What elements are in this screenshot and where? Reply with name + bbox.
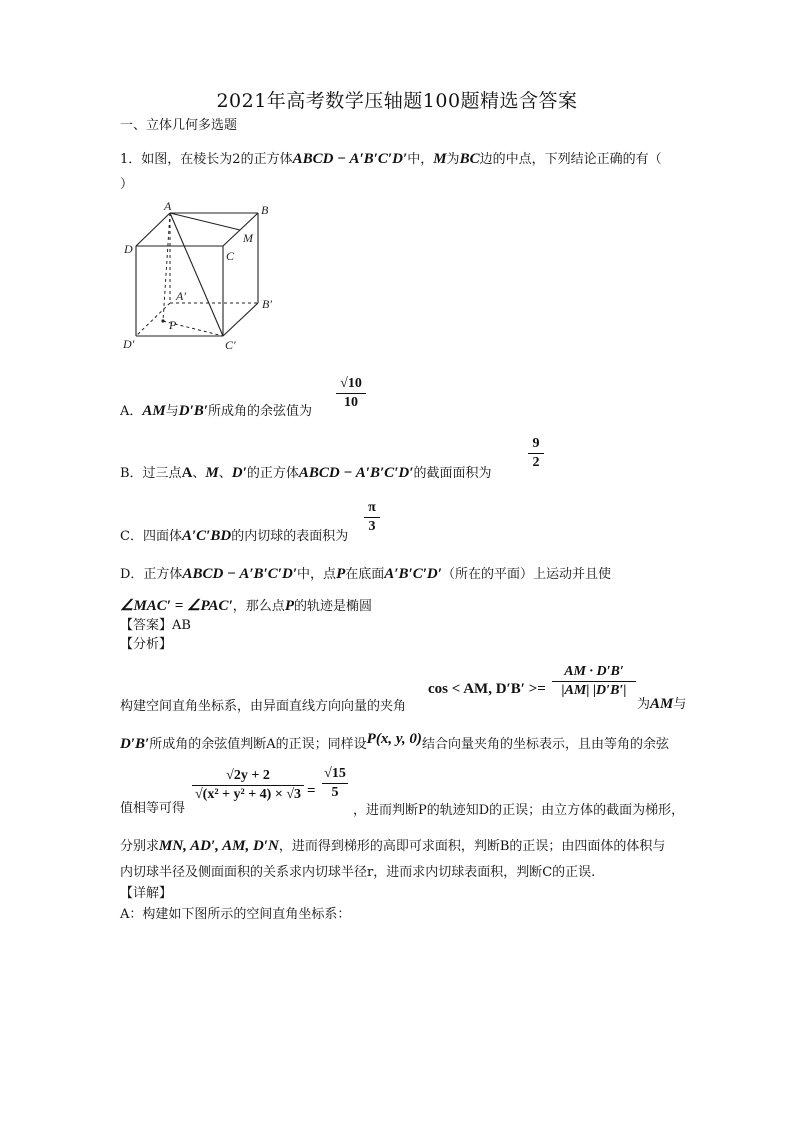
option-d-line2 [120, 597, 372, 616]
option-b-sep2: 、 [218, 466, 232, 481]
analysis-line-1: 构建空间直角坐标系，由异面直线方向向量的夹角 [120, 699, 407, 714]
option-b-p2: M [205, 465, 219, 481]
option-d-text4: ，那么点 [232, 599, 285, 614]
option-a-am: AM [142, 403, 166, 419]
option-b-p1: A [181, 465, 193, 481]
eq-equals: = [307, 783, 316, 799]
formula-num: AM · D′B′ [564, 664, 624, 679]
option-b-num: 9 [532, 436, 540, 451]
label-D-prime: D′ [123, 337, 135, 351]
label-M: M [243, 231, 253, 245]
stem-mid3: 为 [446, 152, 460, 167]
option-b-den: 2 [532, 455, 540, 470]
label-A: A [164, 199, 172, 213]
option-d-cube: ABCD − A′B′C′D′ [182, 566, 298, 582]
option-c-prefix: C．四面体 [120, 529, 182, 544]
detail-heading: 【详解】 [120, 886, 173, 901]
option-a-value [336, 376, 366, 411]
analysis-line-5: 内切球半径及侧面面积的关系求内切球半径r，进而求内切球表面积，判断C的正误. [120, 865, 596, 880]
analysis-eq-rhs [322, 766, 348, 801]
option-d-prefix: D．正方体 [120, 567, 183, 582]
option-b-sep1: 、 [192, 466, 206, 481]
label-B: B [261, 203, 269, 217]
option-a-num: √10 [340, 376, 362, 391]
option-d-p: P [336, 566, 346, 582]
stem-end: 边的中点，下列结论正确的有（ [479, 152, 662, 167]
cube-figure [118, 198, 288, 358]
analysis-line-4: 分别求MN, AD′, AM, D′N，进而得到梯形的高即可求面积，判断B的正误；由四面体的体积与 [120, 838, 666, 854]
cube-name: ABCD − A′B′C′D′ [292, 151, 408, 167]
formula-den: |AM| |D′B′| [561, 683, 627, 698]
option-c [120, 527, 348, 546]
label-C-prime: C′ [225, 338, 236, 352]
stem-num: 2 [232, 152, 241, 167]
analysis-line-1-end: 为AM与 [637, 696, 687, 712]
eq-rhs-num: √15 [324, 766, 346, 781]
option-b-p3: D′ [231, 465, 247, 481]
point-m: M [433, 151, 447, 167]
point-p-coords: P(x, y, 0) [366, 731, 422, 747]
question-1-stem [120, 150, 662, 169]
option-b-text2: 的截面面积为 [413, 466, 492, 481]
option-d-base: A′B′C′D′ [384, 566, 442, 582]
option-c-tetra: A′C′BD [181, 528, 232, 544]
analysis-formula-lhs: cos < AM, D′B′ >= [428, 681, 546, 697]
label-C: C [226, 249, 235, 263]
stem-mid2: 中， [407, 152, 434, 167]
label-D: D [124, 242, 133, 256]
stem-prefix: 1．如图，在棱长为 [120, 152, 233, 167]
option-d-p2: P [284, 598, 294, 614]
section-heading: 一、立体几何多选题 [120, 118, 238, 133]
option-d-angle: ∠MAC′ = ∠PAC′ [120, 598, 233, 614]
option-d-text5: 的轨迹是椭圆 [293, 599, 372, 614]
label-P: P [169, 318, 177, 332]
option-b-text1: 的正方体 [246, 466, 299, 481]
eq-rhs-den: 5 [331, 785, 339, 800]
stem-mid1: 的正方体 [240, 152, 293, 167]
analysis-formula-frac [552, 664, 636, 699]
analysis-eq-frac [192, 768, 304, 803]
option-b [120, 464, 491, 483]
option-d [120, 565, 611, 584]
option-a-db: D′B′ [178, 403, 209, 419]
analysis-line-3-end: ，进而判断P的轨迹知D的正误；由立方体的截面为梯形， [353, 803, 685, 818]
detail-line: A：构建如下图所示的空间直角坐标系： [120, 907, 351, 922]
option-a [120, 402, 312, 421]
eq-den: √(x² + y² + 4) × √3 [194, 787, 302, 802]
option-b-prefix: B．过三点 [120, 466, 182, 481]
option-c-den: 3 [368, 519, 376, 534]
option-b-cube: ABCD − A′B′C′D′ [298, 465, 414, 481]
analysis-line-2: D′B′所成角的余弦值判断A的正误；同样设P(x, y, 0)结合向量夹角的坐标表示，且由等角的余弦 [120, 731, 669, 752]
option-a-text: 所成角的余弦值为 [208, 404, 313, 419]
page-title: 2021年高考数学压轴题100题精选含答案 [216, 90, 578, 112]
option-d-text1: 中，点 [297, 567, 337, 582]
option-a-den: 10 [344, 395, 358, 410]
label-A-prime: A′ [176, 289, 186, 303]
option-b-value [528, 436, 544, 471]
label-B-prime: B′ [262, 297, 272, 311]
option-d-text2: 在底面 [345, 567, 385, 582]
segment-bc: BC [459, 151, 480, 167]
analysis-heading: 【分析】 [120, 637, 173, 652]
option-c-value [364, 500, 380, 535]
option-a-yu: 与 [165, 404, 179, 419]
option-d-text3: （所在的平面）上运动并且使 [441, 567, 611, 582]
stem-close: ） [120, 177, 134, 192]
option-c-num: π [368, 500, 376, 515]
answer-line: 【答案】AB [120, 618, 191, 633]
option-c-text: 的内切球的表面积为 [231, 529, 349, 544]
analysis-line-3: 值相等可得 [120, 801, 186, 816]
eq-num: √2y + 2 [226, 768, 270, 783]
option-a-prefix: A． [120, 404, 143, 419]
